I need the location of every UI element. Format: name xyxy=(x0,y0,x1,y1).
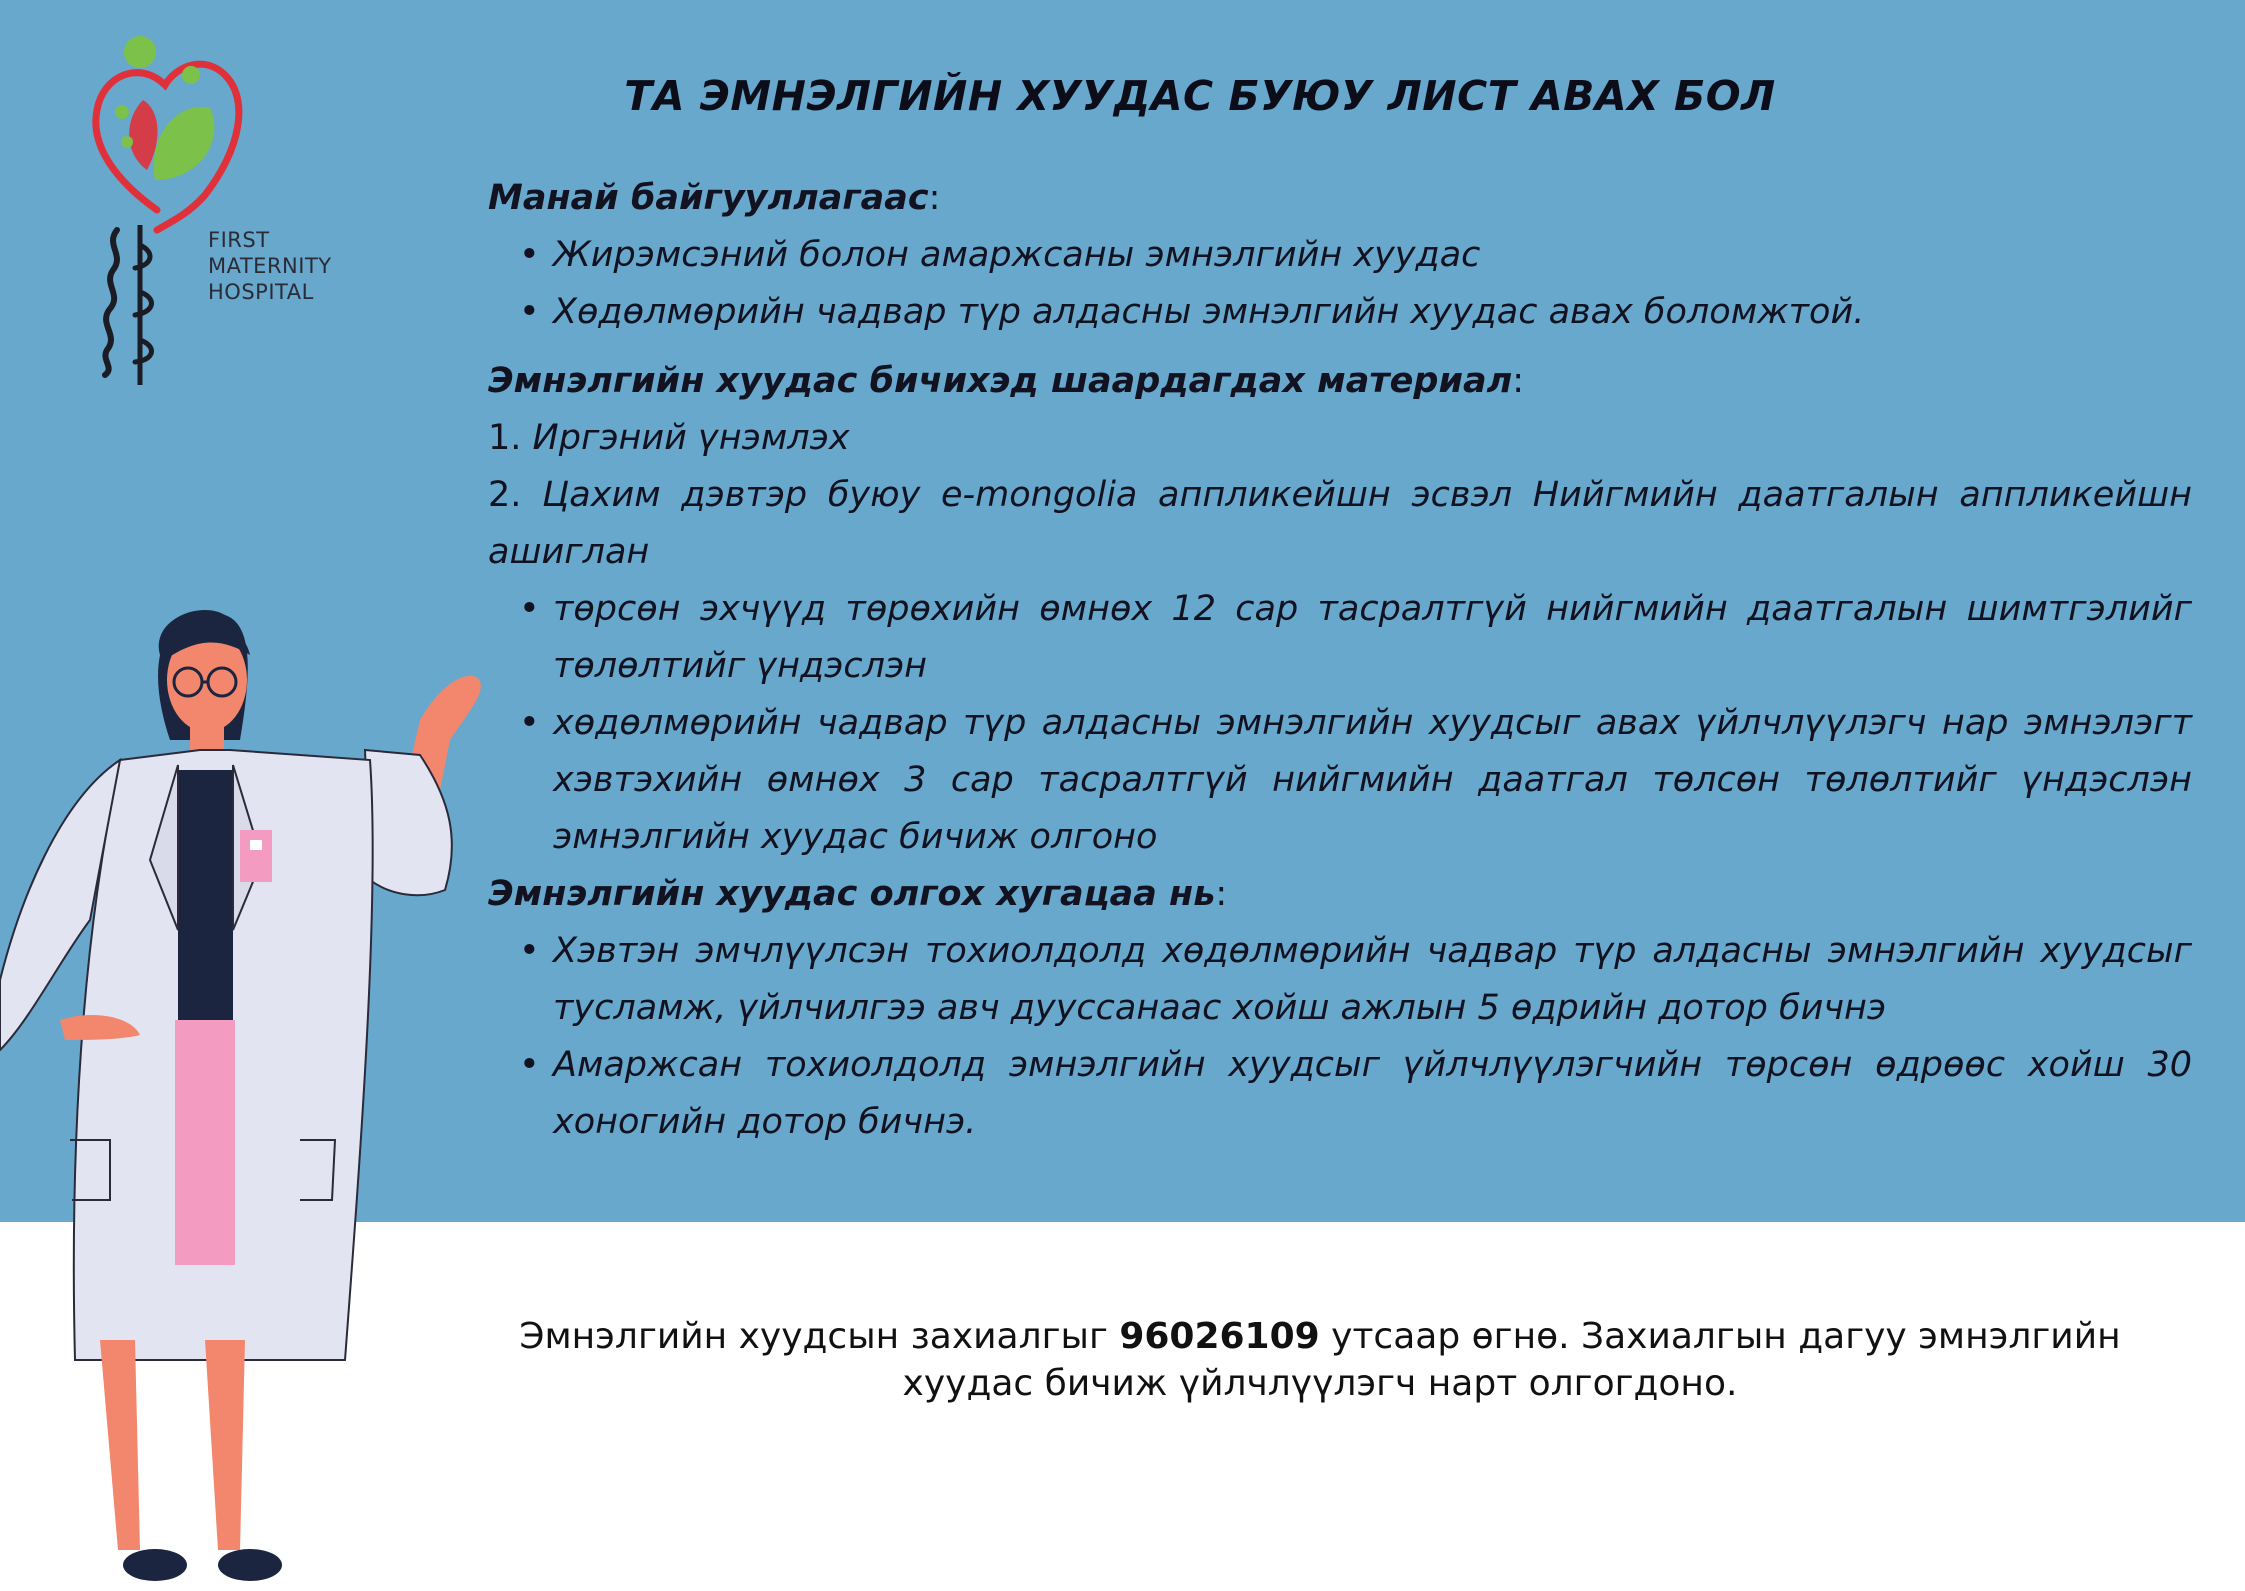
section2-list xyxy=(488,581,2192,866)
logo-text-maternity: MATERNITY xyxy=(208,254,332,278)
list-item: • Хэвтэн эмчлүүлсэн тохиолдолд хөдөлмөрийн чадвар түр алдасны эмнэлгийн хуудсыг тусламж, үйлчилгээ авч дууссанаас хойш ажлын 5 өдрийн дотор бичнэ xyxy=(553,923,2192,1037)
list-item: • Амаржсан тохиолдолд эмнэлгийн хуудсыг үйлчлүүлэгчийн төрсөн өдрөөс хойш 30 хоногийн дотор бичнэ. xyxy=(553,1037,2192,1151)
list-item: • хөдөлмөрийн чадвар түр алдасны эмнэлгийн хуудсыг авах үйлчлүүлэгч нар эмнэлэгт хэвтэхийн өмнөх 3 сар тасралтгүй нийгмийн даатгал төлсөн төлөлтийг үндэслэн эмнэлгийн хуудас бичиж олгоно xyxy=(553,695,2192,866)
section3-list xyxy=(488,923,2192,1151)
list-item: • Хөдөлмөрийн чадвар түр алдасны эмнэлгийн хуудас авах боломжтой. xyxy=(553,284,2192,341)
logo-text-first: FIRST xyxy=(208,228,270,252)
hospital-logo xyxy=(85,30,385,390)
main-content xyxy=(488,170,2192,1151)
footer-note: Эмнэлгийн хуудсын захиалгыг 96026109 утсаар өгнө. Захиалгын дагуу эмнэлгийн хуудас бичиж үйлчлүүлэгч нарт олгогдоно. xyxy=(519,1316,2121,1404)
phone-number: 96026109 xyxy=(1119,1316,1320,1357)
requirement-line-1: 1. Иргэний үнэмлэх xyxy=(488,418,850,458)
section2-heading: Эмнэлгийн хуудас бичихэд шаардагдах материал: xyxy=(488,361,1525,401)
logo-heart-icon xyxy=(85,30,385,390)
section3-heading: Эмнэлгийн хуудас олгох хугацаа нь: xyxy=(488,874,1228,914)
section1-list xyxy=(488,227,2192,341)
logo-text-hospital: HOSPITAL xyxy=(208,280,314,304)
doctor-illustration xyxy=(0,600,500,1587)
page-title: ТА ЭМНЭЛГИЙН ХУУДАС БУЮУ ЛИСТ АВАХ БОЛ xyxy=(624,72,1776,120)
list-item: • төрсөн эхчүүд төрөхийн өмнөх 12 сар тасралтгүй нийгмийн даатгалын шимтгэлийг төлөлтийг үндэслэн xyxy=(553,581,2192,695)
list-item: • Жирэмсэний болон амаржсаны эмнэлгийн хуудас xyxy=(553,227,2192,284)
section1-heading: Манай байгууллагаас: xyxy=(488,178,941,218)
requirement-line-2: 2. Цахим дэвтэр буюу e-mongolia аппликейшн эсвэл Нийгмийн даатгалын аппликейшн ашиглан xyxy=(488,475,2192,572)
